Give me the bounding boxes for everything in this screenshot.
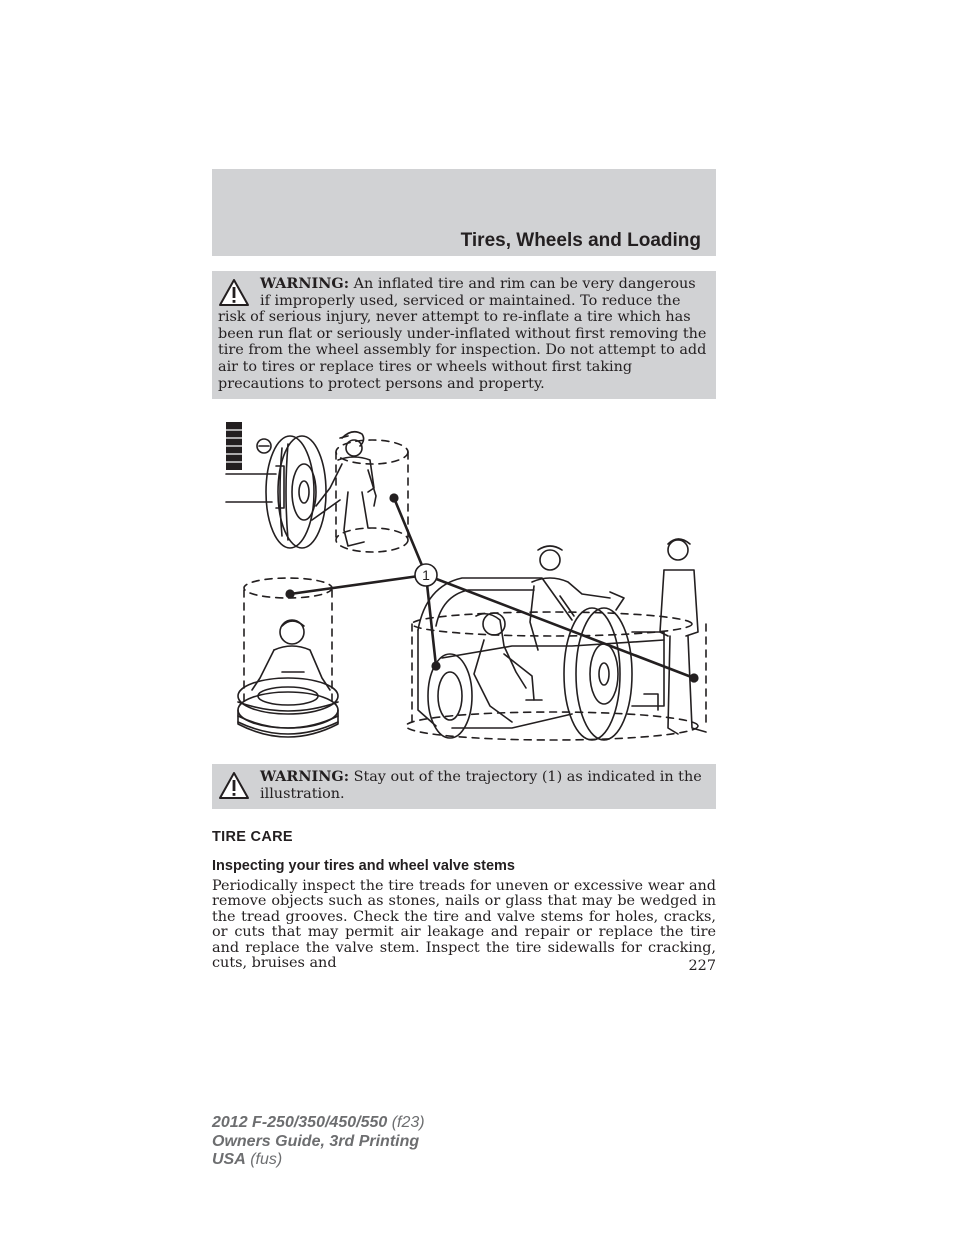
footer-market: USA xyxy=(212,1151,246,1168)
footer-model-code: (f23) xyxy=(387,1114,425,1131)
warning-label: WARNING: xyxy=(260,275,350,292)
document-footer xyxy=(212,1114,425,1170)
tire-trajectory-illustration xyxy=(212,410,716,755)
vehicle-lift-scene xyxy=(418,539,706,740)
page-number: 227 xyxy=(688,958,716,974)
vehicle-wheel-scene xyxy=(226,422,376,548)
callout-endpoint-dots xyxy=(285,493,698,682)
warning-box-inflated-tire xyxy=(212,271,716,399)
inspecting-subheading: Inspecting your tires and wheel valve stems xyxy=(212,858,515,874)
tire-care-paragraph: Periodically inspect the tire treads for uneven or excessive wear and remove objects such as stones, nails or glass that may be wedged in the tread grooves. Check the tire and valve stems for holes, cracks, or cuts that may permit air leakage and repair or replace the tire and replace the valve stem. Inspect the tire sidewalls for cracking, cuts, bruises and xyxy=(212,878,716,972)
footer-line-printing: Owners Guide, 3rd Printing xyxy=(212,1132,420,1150)
tire-care-heading: TIRE CARE xyxy=(212,829,293,845)
warning-label: WARNING: xyxy=(260,768,350,785)
footer-model: 2012 F-250/350/450/550 xyxy=(212,1114,388,1131)
warning-text: An inflated tire and rim can be very dangerous if improperly used, serviced or maintained. To reduce the risk of serious injury, never attempt to re-inflate a tire which has been run flat or seriously under-inflated without first removing the tire from the wheel assembly for inspection. Do not attempt to add air to tires or replace tires or wheels without first taking precautions to protect persons and property. xyxy=(218,276,707,392)
trajectory-callout-lines xyxy=(290,498,694,678)
tire-stack-scene xyxy=(238,620,338,737)
section-title: Tires, Wheels and Loading xyxy=(460,230,701,251)
warning-triangle-icon xyxy=(218,278,250,308)
warning-box-trajectory xyxy=(212,764,716,809)
callout-number: 1 xyxy=(422,567,430,583)
warning-text: Stay out of the trajectory (1) as indicated in the illustration. xyxy=(260,769,702,802)
footer-line-market xyxy=(212,1151,425,1170)
trajectory-zone-right xyxy=(406,612,706,740)
footer-line-model xyxy=(212,1114,425,1133)
section-header-band xyxy=(212,169,716,256)
footer-market-code: (fus) xyxy=(245,1151,283,1168)
warning-triangle-icon xyxy=(218,771,250,801)
